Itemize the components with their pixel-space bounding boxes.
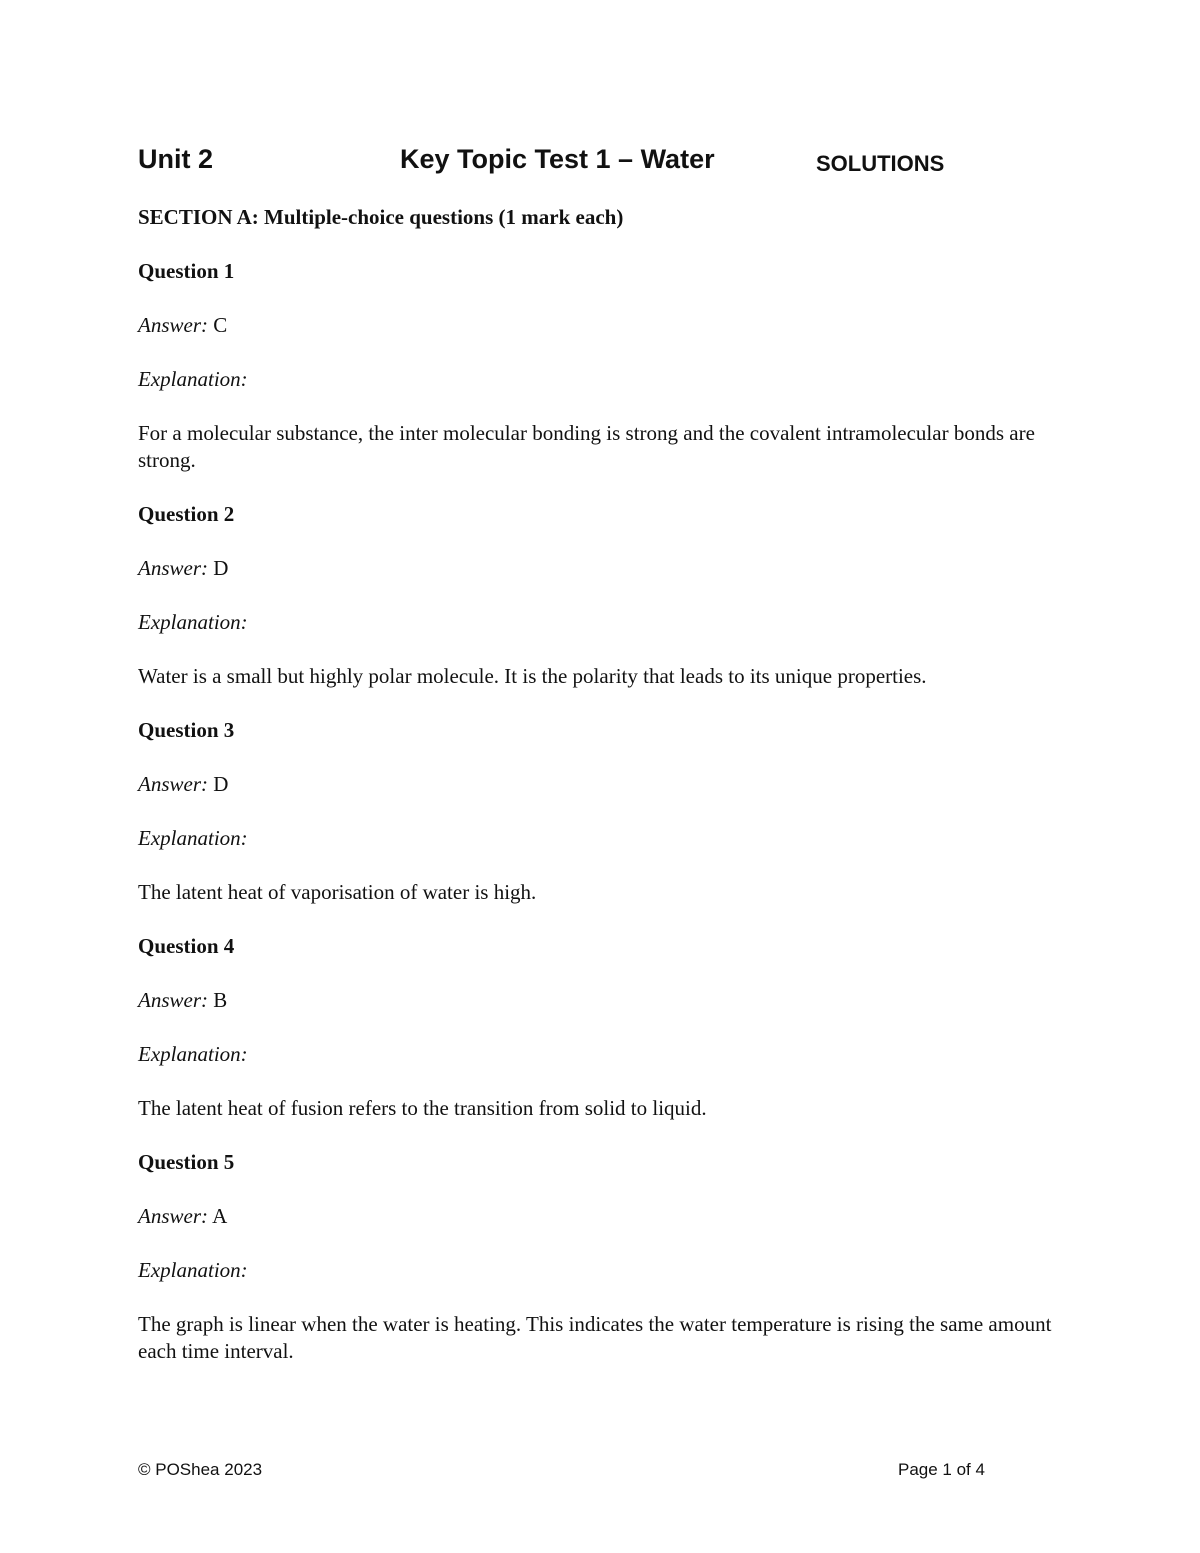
question-title: Question 4: [138, 934, 235, 958]
question-title: Question 2: [138, 502, 235, 526]
solutions-label: SOLUTIONS: [816, 151, 945, 176]
explanation-text: The latent heat of fusion refers to the transition from solid to liquid.: [138, 1096, 707, 1120]
answer-value: D: [213, 772, 229, 796]
test-title: Key Topic Test 1 – Water: [400, 144, 715, 174]
answer-line: [138, 771, 1063, 798]
answer-value: C: [213, 313, 228, 337]
document-body: [138, 204, 1063, 1392]
question-title: Question 5: [138, 1150, 235, 1174]
explanation-label: Explanation:: [138, 610, 248, 634]
answer-value: A: [212, 1204, 228, 1228]
question-block-4: [138, 933, 1063, 1122]
answer-label: Answer:: [138, 556, 208, 580]
explanation-text: For a molecular substance, the inter molecular bonding is strong and the covalent intramolecular bonds are strong.: [138, 421, 1035, 472]
answer-label: Answer:: [138, 1204, 208, 1228]
explanation-text: The graph is linear when the water is heating. This indicates the water temperature is rising the same amount each time interval.: [138, 1312, 1052, 1363]
question-block-1: [138, 258, 1063, 474]
question-block-5: [138, 1149, 1063, 1365]
answer-line: [138, 312, 1063, 339]
explanation-label: Explanation:: [138, 1042, 248, 1066]
unit-label: Unit 2: [138, 144, 214, 174]
answer-label: Answer:: [138, 988, 208, 1012]
section-title: SECTION A: Multiple-choice questions (1 mark each): [138, 205, 624, 229]
answer-line: [138, 1203, 1063, 1230]
question-title: Question 1: [138, 259, 235, 283]
copyright-text: © POShea 2023: [138, 1460, 263, 1479]
explanation-label: Explanation:: [138, 1258, 248, 1282]
answer-line: [138, 987, 1063, 1014]
explanation-text: Water is a small but highly polar molecule. It is the polarity that leads to its unique properties.: [138, 664, 927, 688]
question-title: Question 3: [138, 718, 235, 742]
answer-line: [138, 555, 1063, 582]
question-block-2: [138, 501, 1063, 690]
explanation-label: Explanation:: [138, 826, 248, 850]
answer-label: Answer:: [138, 313, 208, 337]
answer-value: D: [213, 556, 229, 580]
explanation-text: The latent heat of vaporisation of water is high.: [138, 880, 537, 904]
answer-label: Answer:: [138, 772, 208, 796]
answer-value: B: [213, 988, 228, 1012]
page-number: Page 1 of 4: [898, 1460, 985, 1479]
explanation-label: Explanation:: [138, 367, 248, 391]
question-block-3: [138, 717, 1063, 906]
